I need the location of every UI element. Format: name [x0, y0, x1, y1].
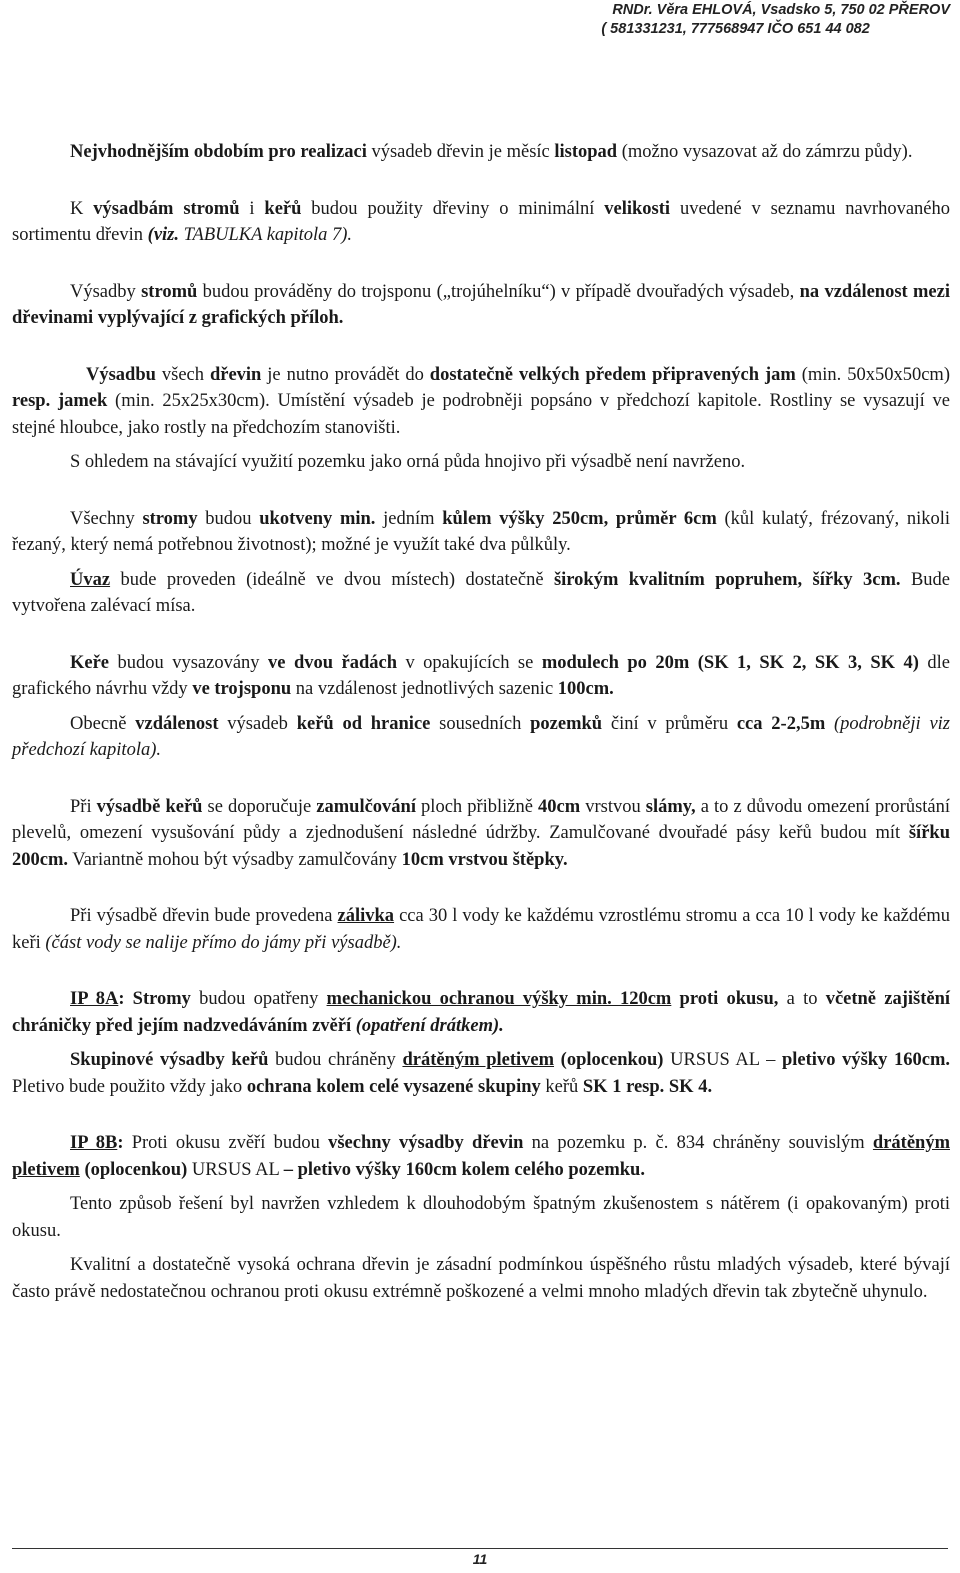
- text-run: (možno vysazovat až do zámrzu půdy).: [617, 142, 913, 162]
- text-run: URSUS AL –: [663, 1050, 782, 1070]
- text-run: Při výsadbě dřevin bude provedena: [70, 906, 338, 926]
- text-run: budou: [197, 508, 260, 529]
- text-run: IP 8A: [70, 989, 119, 1009]
- text-run: dostatečně velkých předem připravených jam: [429, 364, 796, 385]
- paragraph-planting-period: [12, 139, 950, 166]
- text-run: – pletivo výšky 160cm kolem celého pozemku.: [283, 1159, 645, 1180]
- text-run: výsadeb dřevin je měsíc: [366, 142, 555, 162]
- text-run: budou prováděny do trojsponu („trojúhelníku“) v případě dvouřadých výsadeb,: [197, 281, 800, 302]
- paragraph-plant-sizes: [12, 196, 950, 249]
- text-run: 40cm: [538, 796, 581, 817]
- text-run: Bude vytvořena zalévací mísa.: [12, 569, 950, 616]
- text-run: TABULKA kapitola 7).: [183, 225, 353, 245]
- text-run: výsadeb: [218, 713, 297, 734]
- text-run: šířku 200cm.: [12, 823, 950, 870]
- text-run: :: [117, 1133, 124, 1153]
- text-run: keřů od hranice: [296, 713, 431, 734]
- text-run: 10cm vrstvou štěpky.: [401, 849, 568, 870]
- paragraph-fertilizer: [12, 449, 950, 476]
- paragraph-tree-staking: [12, 506, 950, 559]
- text-run: Kvalitní a dostatečně vysoká ochrana dřevin je zásadní podmínkou úspěšného růstu mladých výsadeb, které bývají často právě nedostatečnou ochranou proti okusu extrémně poškozené a velmi mnoho mladých dřevin tak zbytečně uhynulo.: [12, 1255, 950, 1302]
- text-run: IP 8B: [70, 1133, 118, 1153]
- paragraph-watering: [12, 903, 950, 956]
- text-run: (viz.: [147, 225, 184, 245]
- text-run: 100cm.: [557, 679, 614, 699]
- header-contacts: ( 581331231, 777568947 IČO 651 44 082: [601, 21, 870, 37]
- text-run: : Stromy: [118, 989, 191, 1009]
- text-run: se doporučuje: [202, 796, 317, 817]
- text-run: mechanickou ochranou výšky min. 120cm: [326, 989, 672, 1009]
- text-run: Keře: [70, 652, 110, 673]
- text-run: na vzdálenost jednotlivých sazenic: [291, 679, 558, 699]
- text-run: SK 1 resp. SK 4.: [582, 1076, 713, 1097]
- text-run: i: [239, 198, 265, 219]
- text-run: vzdálenost: [135, 713, 219, 734]
- text-run: (kůl kulatý, frézovaný, nikoli řezaný, který nemá potřebnou životnost); možné je využít také dva půlkůly.: [12, 508, 951, 555]
- text-run: Obecně: [70, 713, 136, 734]
- text-run: na pozemku p. č. 834 chráněny souvislým: [523, 1133, 873, 1153]
- text-run: všech: [155, 364, 210, 385]
- text-run: Nejvhodnějším obdobím pro realizaci: [70, 142, 367, 162]
- paragraph-ip8b: [12, 1130, 950, 1183]
- text-run: drátěným pletivem: [402, 1050, 555, 1070]
- paragraph-ip8a-trees: [12, 986, 950, 1039]
- footer-divider: [12, 1548, 948, 1549]
- document-body: [12, 139, 950, 1305]
- text-run: zálivka: [337, 906, 395, 926]
- text-run: Skupinové výsadby keřů: [70, 1050, 269, 1070]
- text-run: K: [70, 198, 94, 219]
- text-run: širokým kvalitním popruhem, šířky 3cm.: [553, 569, 901, 590]
- text-run: velikosti: [604, 198, 671, 219]
- text-run: Proti okusu zvěří budou: [123, 1133, 329, 1153]
- paragraph-shrub-rows: [12, 650, 950, 703]
- text-run: výsadbám stromů: [93, 198, 240, 219]
- text-run: stromy: [142, 508, 198, 529]
- text-run: na vzdálenost mezi dřevinami vyplývající z grafických příloh.: [12, 281, 950, 328]
- text-run: keřů: [540, 1076, 583, 1097]
- text-run: Výsadbu: [86, 364, 156, 385]
- text-run: a to: [778, 989, 826, 1009]
- text-run: ve trojsponu: [192, 679, 292, 699]
- text-run: kůlem výšky 250cm, průměr 6cm: [442, 508, 717, 529]
- header-address: RNDr. Věra EHLOVÁ, Vsadsko 5, 750 02 PŘEROV: [612, 2, 950, 18]
- text-run: URSUS AL: [187, 1159, 284, 1180]
- text-run: Tento způsob řešení byl navržen vzhledem k dlouhodobým špatným zkušenostem s nátěrem (i opakovaným) proti okusu.: [12, 1194, 950, 1241]
- text-run: modulech po 20m (SK 1, SK 2, SK 3, SK 4): [541, 652, 919, 673]
- text-run: stromů: [141, 281, 198, 302]
- text-run: ve dvou řadách: [268, 652, 397, 673]
- text-run: všechny výsadby dřevin: [328, 1133, 524, 1153]
- page-header: [601, 1, 950, 39]
- text-run: a to z důvodu omezení prorůstání plevelů, omezení vysušování půdy a zjednodušení následné údržby. Zamulčované dvouřadé pásy keřů budou mít: [12, 796, 951, 843]
- text-run: ukotveny min.: [259, 508, 376, 529]
- text-run: keřů: [264, 198, 302, 219]
- text-run: budou chráněny: [268, 1050, 403, 1070]
- text-run: (min. 25x25x30cm). Umístění výsadeb je podrobněji popsáno v předchozí kapitole. Rostliny se vysazují ve stejné hloubce, jako rostly na předchozím stanovišti.: [12, 391, 950, 438]
- text-run: je nutno provádět do: [261, 364, 430, 385]
- text-run: výsadbě keřů: [96, 796, 203, 817]
- text-run: pozemků: [530, 713, 603, 734]
- paragraph-tree-tying: [12, 567, 950, 620]
- text-run: Výsadby: [70, 281, 142, 302]
- text-run: S ohledem na stávající využití pozemku jako orná půda hnojivo při výsadbě není navrženo.: [70, 452, 746, 472]
- text-run: pletivo výšky 160cm.: [782, 1050, 951, 1070]
- paragraph-planting-pits: [12, 362, 950, 442]
- text-run: Úvaz: [70, 569, 111, 590]
- text-run: cca 2-2,5m: [736, 713, 826, 734]
- text-run: bude proveden (ideálně ve dvou místech) dostatečně: [110, 569, 554, 590]
- text-run: uvedené v seznamu navrhovaného sortimentu dřevin: [12, 198, 950, 245]
- paragraph-shrub-distance: [12, 711, 950, 764]
- text-run: (oplocenkou): [79, 1159, 188, 1180]
- text-run: resp. jamek: [12, 391, 108, 411]
- text-run: ploch přibližně: [416, 796, 539, 817]
- text-run: dřevin: [209, 364, 262, 385]
- text-run: Pletivo bude použito vždy jako: [12, 1076, 247, 1097]
- text-run: (oplocenkou): [554, 1050, 664, 1070]
- paragraph-protection-summary: [12, 1252, 950, 1305]
- text-run: Při: [70, 796, 97, 817]
- text-run: Všechny: [70, 508, 143, 529]
- text-run: (podrobněji viz předchozí kapitola).: [12, 713, 950, 760]
- text-run: budou opatřeny: [190, 989, 327, 1009]
- text-run: vrstvou: [580, 796, 646, 817]
- text-run: činí v průměru: [602, 713, 737, 734]
- text-run: dle grafického návrhu vždy: [12, 652, 950, 699]
- text-run: budou vysazovány: [109, 652, 269, 673]
- text-run: (min. 50x50x50cm): [795, 364, 950, 385]
- text-run: cca 30 l vody ke každému vzrostlému stromu a cca 10 l vody ke každému keři: [12, 906, 950, 953]
- text-run: drátěným pletivem: [12, 1133, 950, 1180]
- text-run: budou použity dřeviny o minimální: [301, 198, 605, 219]
- text-run: listopad: [554, 142, 618, 162]
- text-run: (část vody se nalije přímo do jámy při výsadbě).: [45, 932, 402, 953]
- text-run: (opatření drátkem).: [351, 1015, 504, 1036]
- text-run: včetně zajištění chráničky před jejím nadzvedáváním zvěří: [12, 989, 950, 1036]
- text-run: zamulčování: [316, 796, 416, 817]
- text-run: v opakujících se: [396, 652, 542, 673]
- text-run: jedním: [375, 508, 443, 529]
- text-run: ochrana kolem celé vysazené skupiny: [246, 1076, 541, 1097]
- text-run: Variantně mohou být výsadby zamulčovány: [68, 849, 402, 870]
- paragraph-ip8a-shrubs: [12, 1047, 950, 1100]
- page-number: 11: [472, 1551, 488, 1567]
- text-run: slámy,: [645, 796, 696, 817]
- paragraph-tree-spacing: [12, 279, 950, 332]
- text-run: proti okusu,: [671, 989, 779, 1009]
- paragraph-mulching: [12, 794, 950, 874]
- paragraph-coating-note: [12, 1191, 950, 1244]
- text-run: sousedních: [430, 713, 531, 734]
